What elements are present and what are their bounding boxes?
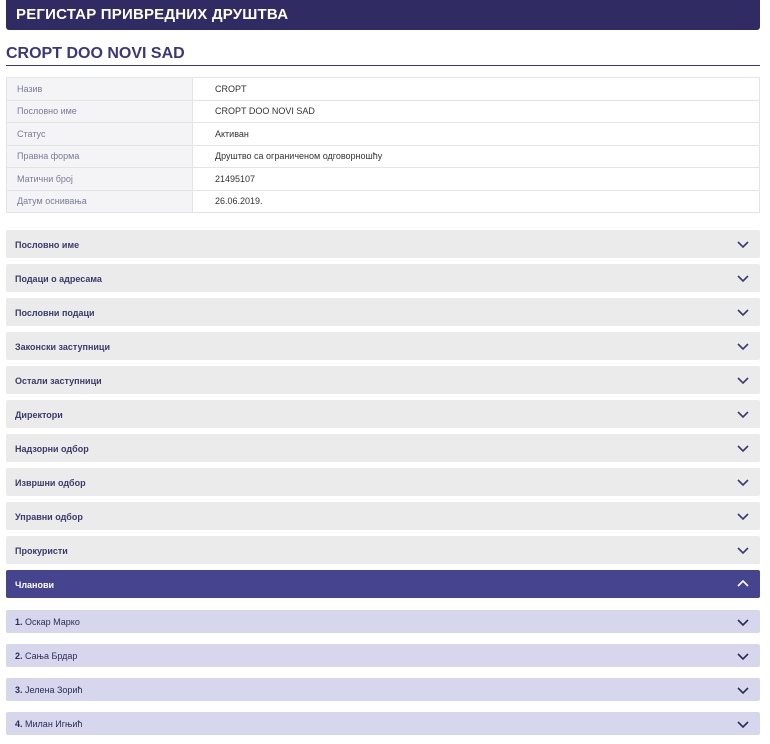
info-key: Назив [7, 78, 193, 101]
info-value: CROPT [193, 78, 760, 101]
accordion-label: Директори [15, 410, 63, 420]
member-number: 3. [15, 685, 23, 695]
accordion-management-board[interactable] [6, 502, 760, 530]
member-item[interactable] [6, 644, 760, 667]
chevron-down-icon [736, 339, 750, 353]
accordion-business-name[interactable] [6, 230, 760, 258]
accordion-label: Управни одбор [15, 512, 83, 522]
chevron-down-icon [736, 683, 750, 697]
info-key: Матични број [7, 168, 193, 191]
member-number: 1. [15, 617, 23, 627]
member-name: Оскар Марко [25, 617, 80, 627]
chevron-down-icon [736, 475, 750, 489]
info-key: Статус [7, 123, 193, 146]
chevron-down-icon [736, 649, 750, 663]
info-value: CROPT DOO NOVI SAD [193, 100, 760, 123]
member-name: Јелена Зорић [25, 685, 83, 695]
info-key: Правна форма [7, 145, 193, 168]
page-title: CROPT DOO NOVI SAD [6, 45, 185, 62]
accordion-supervisory-board[interactable] [6, 434, 760, 462]
info-value: Активан [193, 123, 760, 146]
member-item[interactable] [6, 678, 760, 701]
accordion-addresses[interactable] [6, 264, 760, 292]
accordion-label: Законски заступници [15, 342, 110, 352]
chevron-down-icon [736, 717, 750, 731]
member-number: 2. [15, 651, 23, 661]
member-item[interactable] [6, 712, 760, 735]
chevron-down-icon [736, 271, 750, 285]
table-row [7, 168, 760, 191]
accordion-legal-representatives[interactable] [6, 332, 760, 360]
info-value: 26.06.2019. [193, 190, 760, 213]
chevron-down-icon [736, 441, 750, 455]
table-row [7, 190, 760, 213]
table-row [7, 100, 760, 123]
accordion-other-representatives[interactable] [6, 366, 760, 394]
accordion-label: Подаци о адресама [15, 274, 102, 284]
chevron-down-icon [736, 509, 750, 523]
info-value: 21495107 [193, 168, 760, 191]
accordion-directors[interactable] [6, 400, 760, 428]
chevron-down-icon [736, 543, 750, 557]
accordion-members[interactable] [6, 570, 760, 598]
accordion-label: Прокуристи [15, 546, 68, 556]
chevron-down-icon [736, 615, 750, 629]
member-number: 4. [15, 719, 23, 729]
accordion-business-data[interactable] [6, 298, 760, 326]
chevron-down-icon [736, 237, 750, 251]
app-title: РЕГИСТАР ПРИВРЕДНИХ ДРУШТВА [16, 6, 289, 23]
accordion-label: Надзорни одбор [15, 444, 89, 454]
member-item[interactable] [6, 610, 760, 633]
table-row [7, 145, 760, 168]
info-key: Пословно име [7, 100, 193, 123]
accordion-label: Остали заступници [15, 376, 102, 386]
chevron-down-icon [736, 407, 750, 421]
info-value: Друштво са ограниченом одговорношћу [193, 145, 760, 168]
accordion-executive-board[interactable] [6, 468, 760, 496]
chevron-down-icon [736, 305, 750, 319]
title-divider [6, 65, 760, 66]
accordion-procurators[interactable] [6, 536, 760, 564]
table-row [7, 123, 760, 146]
accordion-label: Пословно име [15, 240, 80, 250]
chevron-down-icon [736, 373, 750, 387]
accordion-label: Пословни подаци [15, 308, 95, 318]
accordion-label: Чланови [15, 580, 55, 590]
accordion-label: Извршни одбор [15, 478, 86, 488]
app-header [6, 0, 760, 30]
chevron-up-icon [736, 577, 750, 591]
info-key: Датум оснивања [7, 190, 193, 213]
company-info-table [6, 77, 760, 213]
table-row [7, 78, 760, 101]
member-name: Сања Брдар [25, 651, 78, 661]
member-name: Милан Игњић [25, 719, 83, 729]
